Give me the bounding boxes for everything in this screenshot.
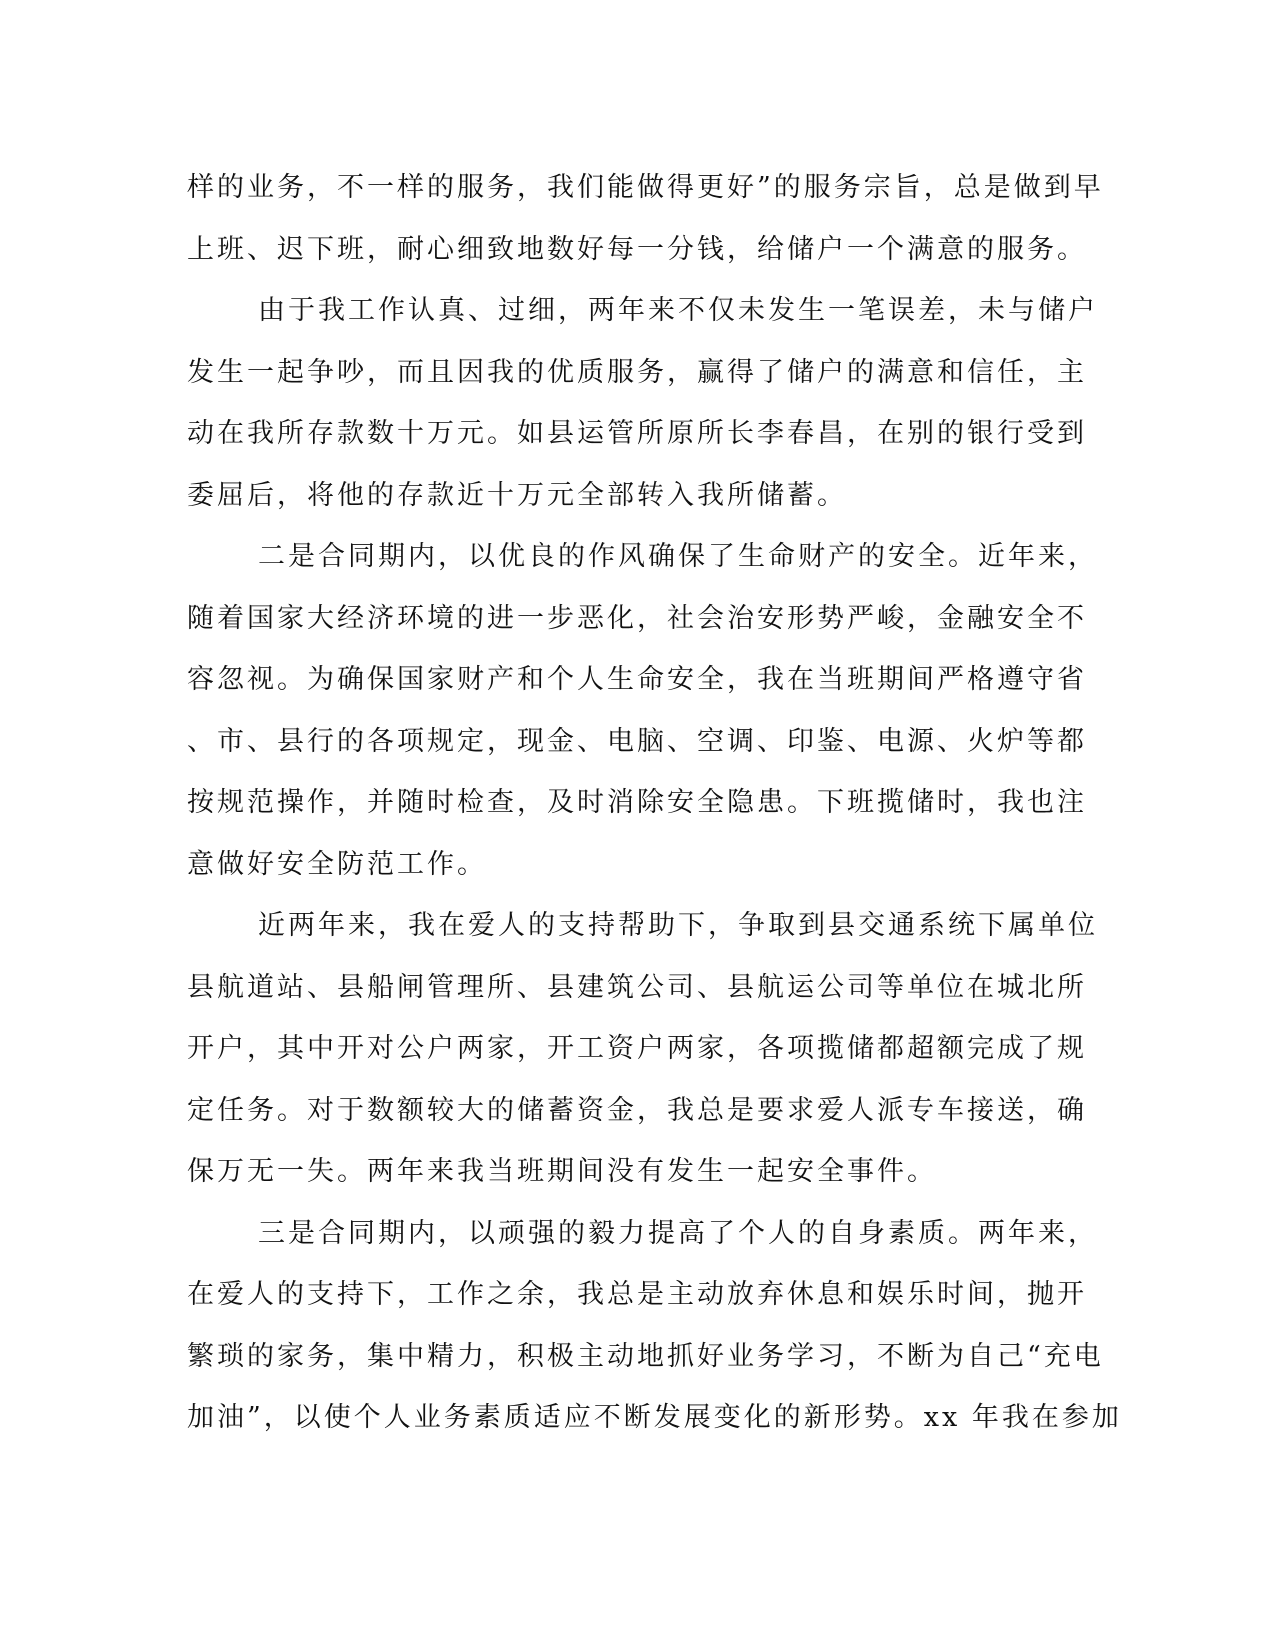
paragraph-first-line: 二是合同期内，以优良的作风确保了生命财产的安全。近年来， [258,541,1098,572]
text-line: 上班、迟下班，耐心细致地数好每一分钱，给储户一个满意的服务。 [187,233,1087,265]
document-body [187,157,1122,1449]
paragraph-first-line: 近两年来，我在爱人的支持帮助下，争取到县交通系统下属单位 [258,910,1098,941]
text-line: 容忽视。为确保国家财产和个人生命安全，我在当班期间严格遵守省 [187,664,1087,695]
text-line: 按规范操作，并随时检查，及时消除安全隐患。下班揽储时，我也注 [187,787,1087,818]
text-line: 意做好安全防范工作。 [187,848,487,880]
text-line: 在爱人的支持下，工作之余，我总是主动放弃休息和娱乐时间，抛开 [187,1279,1087,1310]
text-line: 动在我所存款数十万元。如县运管所原所长李春昌，在别的银行受到 [187,418,1087,449]
text-line: 加油”，以使个人业务素质适应不断发展变化的新形势。xx 年我在参加 [187,1402,1122,1433]
text-line: 定任务。对于数额较大的储蓄资金，我总是要求爱人派专车接送，确 [187,1094,1087,1126]
paragraph-first-line: 由于我工作认真、过细，两年来不仅未发生一笔误差，未与储户 [258,295,1098,326]
text-line: 开户，其中开对公户两家，开工资户两家，各项揽储都超额完成了规 [187,1033,1087,1064]
text-line: 保万无一失。两年来我当班期间没有发生一起安全事件。 [187,1156,937,1187]
text-line: 样的业务，不一样的服务，我们能做得更好”的服务宗旨，总是做到早 [187,172,1104,203]
text-line: 繁琐的家务，集中精力，积极主动地抓好业务学习，不断为自己“充电 [187,1340,1104,1372]
text-line: 县航道站、县船闸管理所、县建筑公司、县航运公司等单位在城北所 [187,971,1087,1003]
text-line: 随着国家大经济环境的进一步恶化，社会治安形势严峻，金融安全不 [187,602,1087,634]
text-line: 委屈后，将他的存款近十万元全部转入我所储蓄。 [187,479,847,511]
text-line: 、市、县行的各项规定，现金、电脑、空调、印鉴、电源、火炉等都 [187,725,1087,757]
paragraph-first-line: 三是合同期内，以顽强的毅力提高了个人的自身素质。两年来， [258,1217,1098,1249]
text-line: 发生一起争吵，而且因我的优质服务，赢得了储户的满意和信任，主 [187,356,1087,388]
